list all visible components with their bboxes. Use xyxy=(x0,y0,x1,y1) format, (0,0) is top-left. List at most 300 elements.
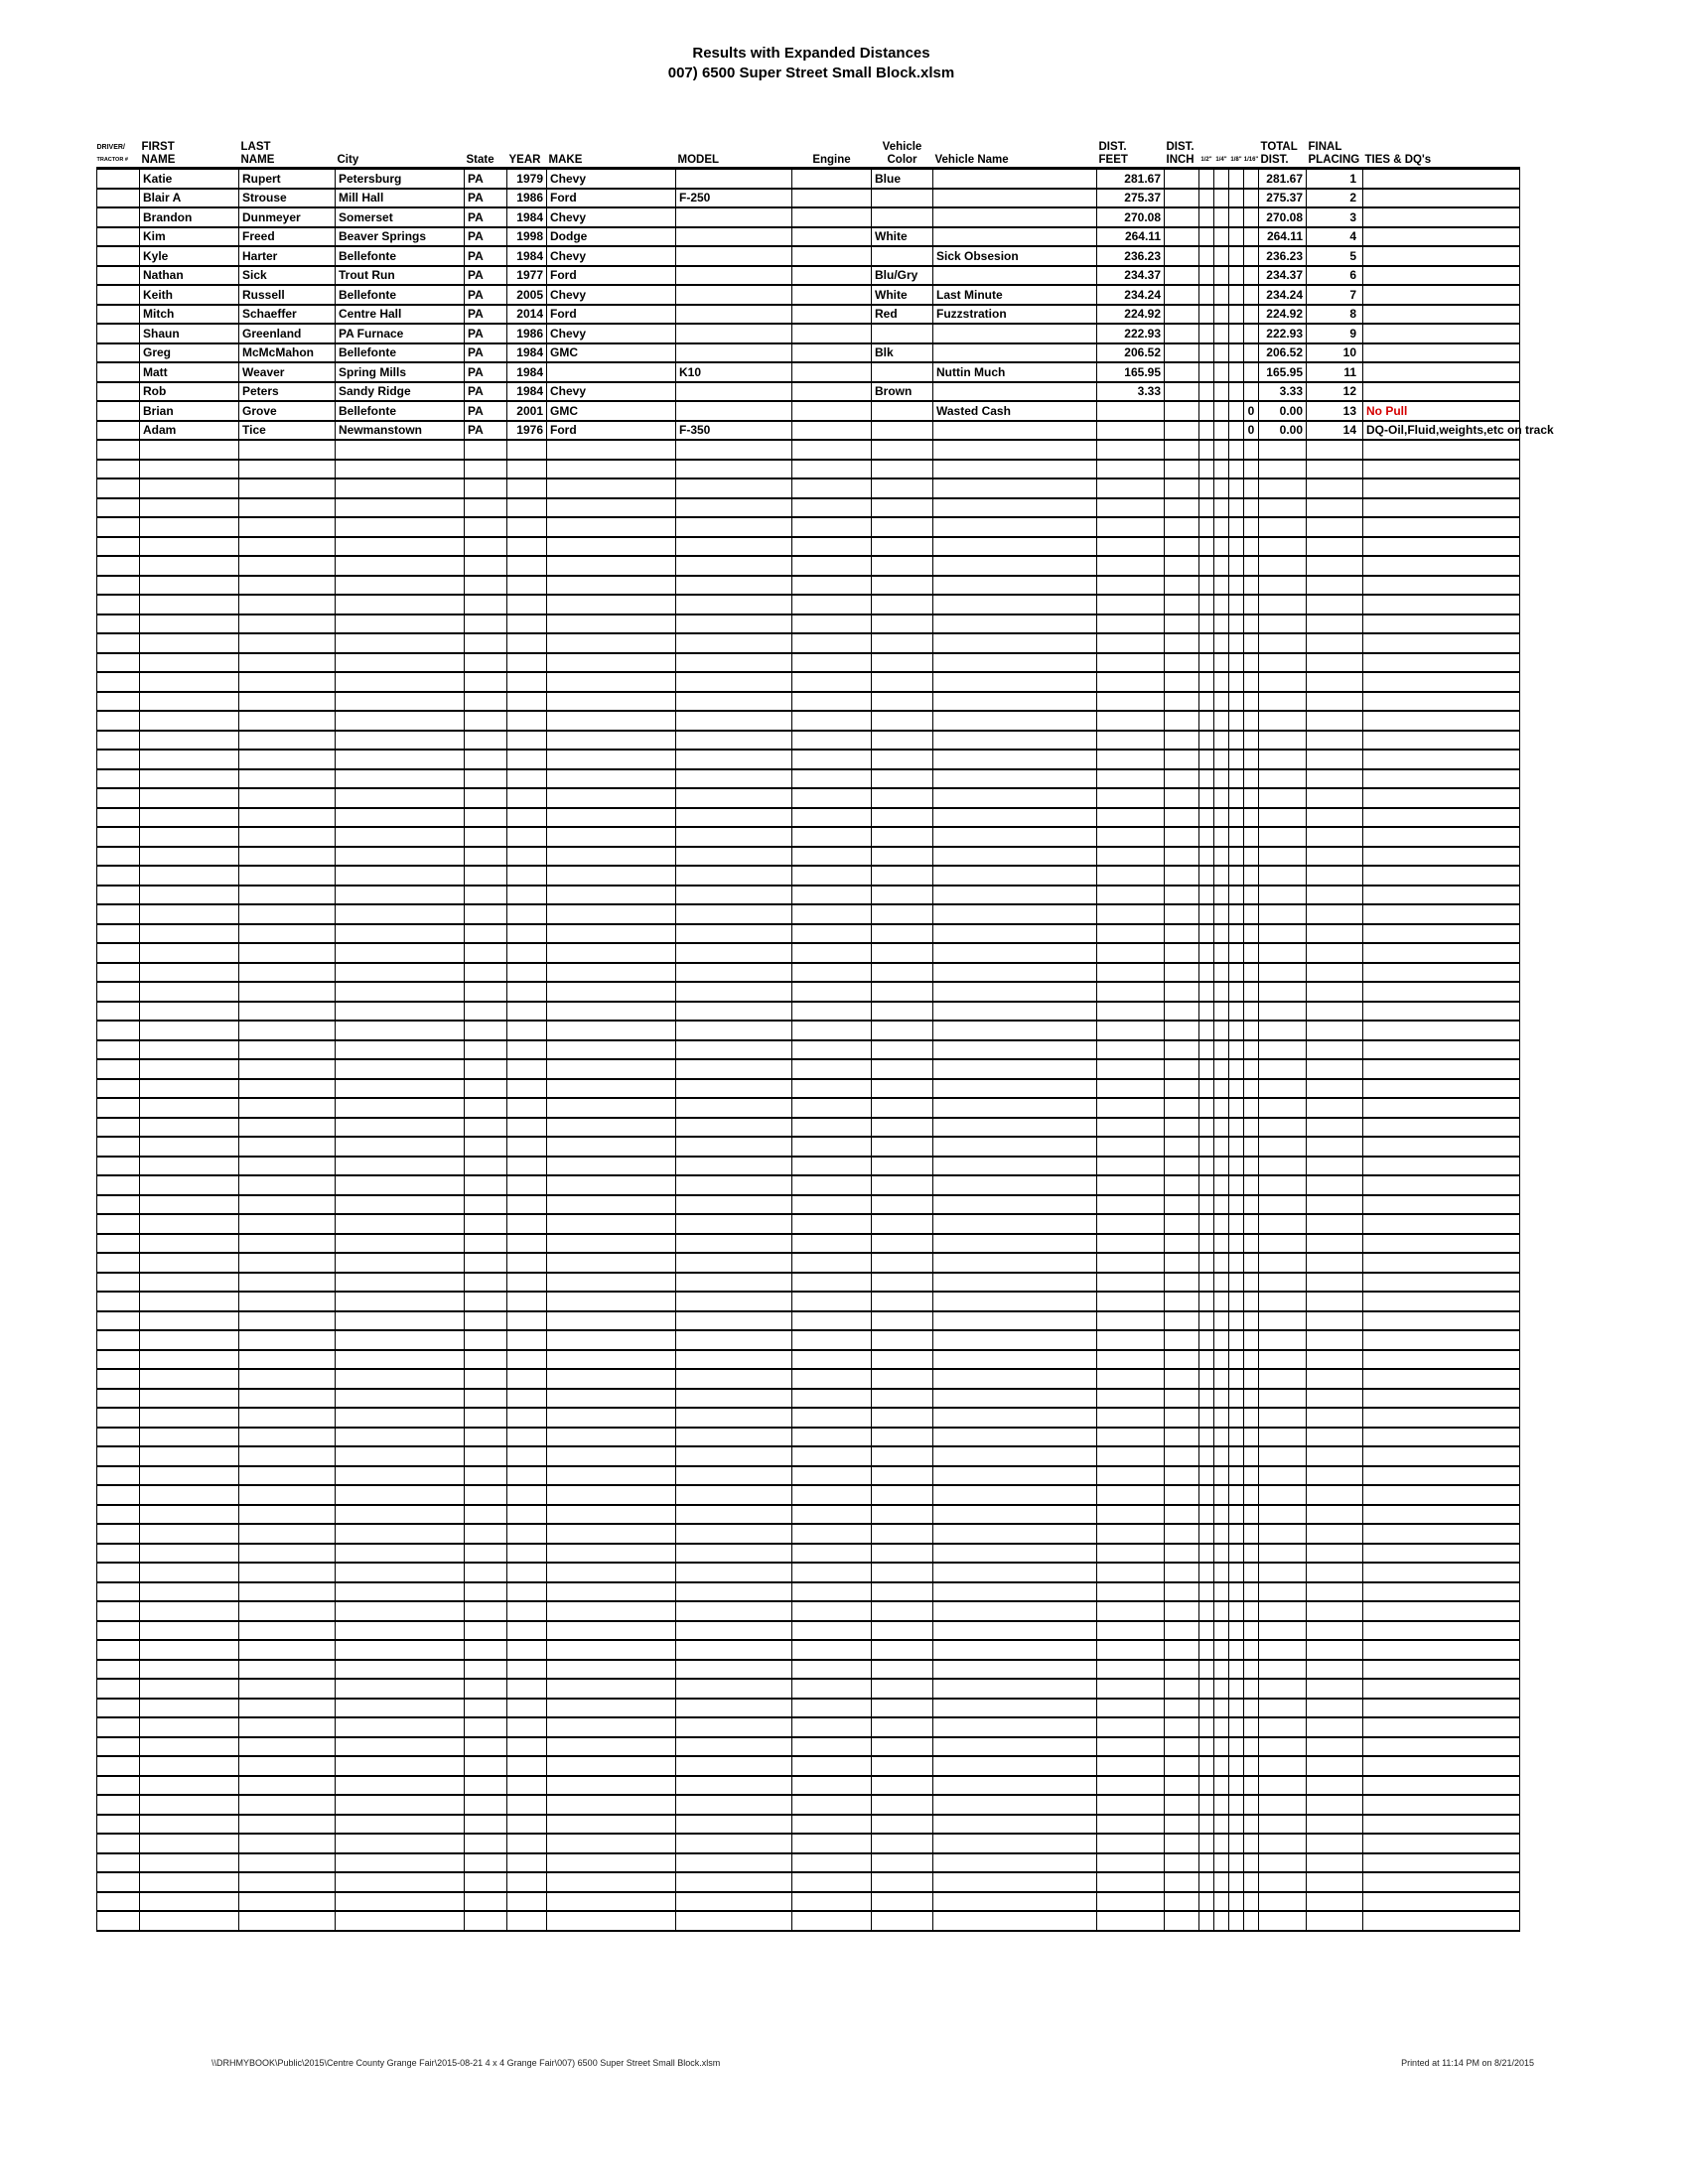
cell-city xyxy=(336,1253,465,1273)
cell-first xyxy=(140,750,239,769)
cell-state xyxy=(465,1234,507,1254)
cell-year xyxy=(507,924,547,944)
cell-dinch xyxy=(1165,692,1199,712)
cell-state xyxy=(465,440,507,460)
cell-first xyxy=(140,847,239,867)
cell-tractor xyxy=(97,343,140,363)
cell-last xyxy=(239,1872,336,1892)
cell-year xyxy=(507,595,547,614)
cell-total xyxy=(1259,1021,1307,1040)
cell-last xyxy=(239,711,336,731)
cell-tractor xyxy=(97,1737,140,1757)
cell-city xyxy=(336,1679,465,1699)
cell-year: 1984 xyxy=(507,362,547,382)
table-row xyxy=(97,285,1520,305)
cell-make: Chevy xyxy=(547,324,676,343)
cell-first xyxy=(140,1195,239,1215)
cell-color xyxy=(872,963,933,983)
cell-model xyxy=(676,1253,792,1273)
cell-f2 xyxy=(1199,1389,1214,1409)
cell-f8 xyxy=(1229,788,1244,808)
cell-total: 224.92 xyxy=(1259,305,1307,325)
cell-model xyxy=(676,924,792,944)
cell-make: Ford xyxy=(547,421,676,441)
cell-first xyxy=(140,1640,239,1660)
cell-placing xyxy=(1307,943,1363,963)
table-row-empty xyxy=(97,1621,1520,1641)
cell-engine xyxy=(792,1853,872,1873)
cell-f16 xyxy=(1244,285,1259,305)
cell-f4 xyxy=(1214,1834,1229,1853)
cell-f2 xyxy=(1199,517,1214,537)
table-row-empty xyxy=(97,1059,1520,1079)
cell-engine xyxy=(792,924,872,944)
cell-year xyxy=(507,904,547,924)
cell-make xyxy=(547,982,676,1002)
cell-ties xyxy=(1363,1679,1520,1699)
cell-engine xyxy=(792,847,872,867)
table-row-empty xyxy=(97,943,1520,963)
cell-first xyxy=(140,517,239,537)
cell-ties xyxy=(1363,305,1520,325)
cell-first xyxy=(140,1834,239,1853)
cell-engine xyxy=(792,207,872,227)
cell-last xyxy=(239,440,336,460)
cell-city xyxy=(336,633,465,653)
table-row-empty xyxy=(97,1389,1520,1409)
cell-f16 xyxy=(1244,1717,1259,1737)
cell-first xyxy=(140,1350,239,1370)
cell-state xyxy=(465,595,507,614)
cell-f2 xyxy=(1199,324,1214,343)
cell-placing xyxy=(1307,1776,1363,1796)
cell-vname xyxy=(933,266,1097,286)
cell-engine xyxy=(792,576,872,596)
cell-f4 xyxy=(1214,1815,1229,1835)
cell-f2 xyxy=(1199,478,1214,498)
cell-ties xyxy=(1363,595,1520,614)
cell-ties xyxy=(1363,614,1520,634)
cell-color xyxy=(872,1118,933,1138)
cell-make xyxy=(547,924,676,944)
cell-model xyxy=(676,246,792,266)
footer-printed-timestamp: Printed at 11:14 PM on 8/21/2015 xyxy=(1401,2058,1534,2068)
cell-make xyxy=(547,1679,676,1699)
cell-placing xyxy=(1307,1756,1363,1776)
cell-dinch xyxy=(1165,1640,1199,1660)
results-tbody xyxy=(97,169,1554,1931)
cell-f8 xyxy=(1229,1234,1244,1254)
cell-city: Centre Hall xyxy=(336,305,465,325)
cell-tractor xyxy=(97,943,140,963)
cell-color xyxy=(872,362,933,382)
cell-f4 xyxy=(1214,1369,1229,1389)
cell-f2 xyxy=(1199,1621,1214,1641)
cell-state: PA xyxy=(465,246,507,266)
cell-last xyxy=(239,1505,336,1525)
cell-dinch xyxy=(1165,1079,1199,1099)
cell-first xyxy=(140,1544,239,1564)
cell-last xyxy=(239,1640,336,1660)
cell-f16 xyxy=(1244,943,1259,963)
cell-year xyxy=(507,556,547,576)
cell-tractor xyxy=(97,440,140,460)
cell-ties xyxy=(1363,1369,1520,1389)
cell-last xyxy=(239,943,336,963)
cell-make: Ford xyxy=(547,189,676,208)
table-row-empty xyxy=(97,1737,1520,1757)
cell-f2 xyxy=(1199,1446,1214,1466)
header-driver-line2: TRACTOR # xyxy=(97,154,140,169)
cell-year xyxy=(507,1157,547,1176)
cell-f4 xyxy=(1214,362,1229,382)
cell-total: 206.52 xyxy=(1259,343,1307,363)
cell-ties xyxy=(1363,904,1520,924)
cell-dfeet xyxy=(1097,924,1165,944)
cell-vname xyxy=(933,1737,1097,1757)
cell-f4 xyxy=(1214,1021,1229,1040)
cell-last xyxy=(239,1621,336,1641)
cell-f16 xyxy=(1244,633,1259,653)
cell-model xyxy=(676,1175,792,1195)
table-row xyxy=(97,362,1520,382)
cell-last xyxy=(239,866,336,886)
table-row-empty xyxy=(97,478,1520,498)
cell-make xyxy=(547,1815,676,1835)
cell-f8 xyxy=(1229,324,1244,343)
cell-f4 xyxy=(1214,498,1229,518)
cell-year xyxy=(507,982,547,1002)
cell-dfeet: 165.95 xyxy=(1097,362,1165,382)
cell-tractor xyxy=(97,808,140,828)
cell-vname xyxy=(933,808,1097,828)
cell-dfeet xyxy=(1097,1815,1165,1835)
cell-model xyxy=(676,1021,792,1040)
cell-model xyxy=(676,1911,792,1931)
cell-f8 xyxy=(1229,189,1244,208)
cell-dinch xyxy=(1165,556,1199,576)
cell-ties xyxy=(1363,1466,1520,1486)
cell-f8 xyxy=(1229,1776,1244,1796)
cell-engine xyxy=(792,440,872,460)
cell-placing xyxy=(1307,537,1363,557)
cell-city xyxy=(336,1466,465,1486)
cell-f2 xyxy=(1199,1853,1214,1873)
cell-placing: 2 xyxy=(1307,189,1363,208)
cell-last xyxy=(239,963,336,983)
table-row xyxy=(97,169,1520,189)
cell-f16 xyxy=(1244,1175,1259,1195)
cell-placing xyxy=(1307,963,1363,983)
cell-f4 xyxy=(1214,1717,1229,1737)
cell-total xyxy=(1259,1892,1307,1912)
cell-last xyxy=(239,1717,336,1737)
cell-make xyxy=(547,537,676,557)
cell-f8 xyxy=(1229,750,1244,769)
cell-placing: 6 xyxy=(1307,266,1363,286)
cell-vname xyxy=(933,653,1097,673)
cell-dinch xyxy=(1165,827,1199,847)
cell-state xyxy=(465,924,507,944)
cell-dinch xyxy=(1165,614,1199,634)
cell-model xyxy=(676,1330,792,1350)
cell-city xyxy=(336,653,465,673)
cell-year xyxy=(507,1776,547,1796)
cell-f4 xyxy=(1214,1621,1229,1641)
cell-f8 xyxy=(1229,1369,1244,1389)
cell-f4 xyxy=(1214,382,1229,402)
cell-make xyxy=(547,1505,676,1525)
cell-state xyxy=(465,943,507,963)
cell-year xyxy=(507,750,547,769)
cell-vname xyxy=(933,189,1097,208)
cell-dfeet xyxy=(1097,1292,1165,1311)
cell-f4 xyxy=(1214,1601,1229,1621)
cell-f8 xyxy=(1229,1524,1244,1544)
cell-model xyxy=(676,1157,792,1176)
cell-total xyxy=(1259,1640,1307,1660)
header-city-spacer xyxy=(336,141,465,154)
table-row-empty xyxy=(97,614,1520,634)
cell-vname xyxy=(933,847,1097,867)
cell-year: 1986 xyxy=(507,324,547,343)
cell-f8 xyxy=(1229,1021,1244,1040)
cell-engine xyxy=(792,1737,872,1757)
cell-f16 xyxy=(1244,1660,1259,1680)
cell-f8 xyxy=(1229,421,1244,441)
cell-last xyxy=(239,576,336,596)
cell-f2 xyxy=(1199,1756,1214,1776)
cell-f8 xyxy=(1229,1098,1244,1118)
cell-f8 xyxy=(1229,1350,1244,1370)
cell-year xyxy=(507,1040,547,1060)
cell-year xyxy=(507,1350,547,1370)
cell-model xyxy=(676,1776,792,1796)
header-frac-half: 1/2" xyxy=(1199,154,1214,169)
cell-engine xyxy=(792,1040,872,1060)
cell-placing xyxy=(1307,1059,1363,1079)
cell-engine xyxy=(792,266,872,286)
cell-model xyxy=(676,1563,792,1582)
cell-model xyxy=(676,788,792,808)
cell-last xyxy=(239,847,336,867)
cell-placing xyxy=(1307,1717,1363,1737)
cell-city xyxy=(336,1582,465,1602)
cell-total xyxy=(1259,731,1307,751)
cell-ties xyxy=(1363,1002,1520,1022)
cell-tractor xyxy=(97,692,140,712)
cell-first xyxy=(140,1911,239,1931)
cell-ties xyxy=(1363,1214,1520,1234)
cell-last xyxy=(239,1524,336,1544)
cell-year xyxy=(507,614,547,634)
cell-ties xyxy=(1363,169,1520,189)
header-city: City xyxy=(336,154,465,169)
cell-tractor xyxy=(97,1505,140,1525)
cell-make xyxy=(547,1524,676,1544)
cell-dinch xyxy=(1165,1002,1199,1022)
cell-vname xyxy=(933,1699,1097,1718)
cell-dinch xyxy=(1165,1524,1199,1544)
cell-dfeet xyxy=(1097,1389,1165,1409)
cell-total: 270.08 xyxy=(1259,207,1307,227)
cell-model xyxy=(676,1582,792,1602)
cell-engine xyxy=(792,1157,872,1176)
cell-f2 xyxy=(1199,1157,1214,1176)
cell-placing xyxy=(1307,1273,1363,1293)
cell-f8 xyxy=(1229,886,1244,905)
cell-f4 xyxy=(1214,478,1229,498)
cell-first xyxy=(140,1079,239,1099)
cell-f2 xyxy=(1199,1002,1214,1022)
cell-model xyxy=(676,478,792,498)
cell-engine xyxy=(792,614,872,634)
cell-make xyxy=(547,788,676,808)
cell-f4 xyxy=(1214,1795,1229,1815)
cell-first xyxy=(140,1466,239,1486)
cell-first xyxy=(140,1524,239,1544)
cell-engine xyxy=(792,1214,872,1234)
cell-color xyxy=(872,750,933,769)
cell-f16: 0 xyxy=(1244,401,1259,421)
cell-state: PA xyxy=(465,421,507,441)
cell-year xyxy=(507,1175,547,1195)
cell-dinch xyxy=(1165,1195,1199,1215)
cell-total xyxy=(1259,478,1307,498)
cell-make xyxy=(547,1601,676,1621)
cell-f16 xyxy=(1244,1253,1259,1273)
cell-vname: Fuzzstration xyxy=(933,305,1097,325)
cell-year xyxy=(507,1621,547,1641)
cell-city: Newmanstown xyxy=(336,421,465,441)
cell-f2 xyxy=(1199,769,1214,789)
cell-city: PA Furnace xyxy=(336,324,465,343)
cell-f2 xyxy=(1199,1795,1214,1815)
cell-dfeet xyxy=(1097,1717,1165,1737)
cell-state: PA xyxy=(465,362,507,382)
cell-make: GMC xyxy=(547,343,676,363)
cell-year xyxy=(507,440,547,460)
cell-make: Ford xyxy=(547,266,676,286)
cell-ties xyxy=(1363,1350,1520,1370)
cell-dfeet xyxy=(1097,1679,1165,1699)
cell-dfeet xyxy=(1097,963,1165,983)
cell-city xyxy=(336,1021,465,1040)
cell-color xyxy=(872,1660,933,1680)
table-row-empty xyxy=(97,1834,1520,1853)
cell-placing xyxy=(1307,1815,1363,1835)
cell-placing xyxy=(1307,1040,1363,1060)
cell-f4 xyxy=(1214,614,1229,634)
cell-engine xyxy=(792,1195,872,1215)
cell-vname xyxy=(933,517,1097,537)
cell-tractor xyxy=(97,1292,140,1311)
cell-dinch xyxy=(1165,924,1199,944)
cell-model xyxy=(676,1273,792,1293)
cell-color xyxy=(872,711,933,731)
cell-last: Rupert xyxy=(239,169,336,189)
cell-ties xyxy=(1363,1640,1520,1660)
cell-engine xyxy=(792,227,872,247)
cell-tractor xyxy=(97,1175,140,1195)
cell-make xyxy=(547,1544,676,1564)
table-row-empty xyxy=(97,692,1520,712)
cell-first xyxy=(140,982,239,1002)
cell-engine xyxy=(792,1330,872,1350)
cell-dfeet xyxy=(1097,460,1165,479)
cell-f16 xyxy=(1244,1311,1259,1331)
cell-vname xyxy=(933,1040,1097,1060)
cell-dinch xyxy=(1165,246,1199,266)
cell-state xyxy=(465,1911,507,1931)
cell-year xyxy=(507,1795,547,1815)
cell-first xyxy=(140,1853,239,1873)
cell-ties xyxy=(1363,1234,1520,1254)
cell-f16 xyxy=(1244,517,1259,537)
cell-f16 xyxy=(1244,1350,1259,1370)
cell-model xyxy=(676,1892,792,1912)
cell-make xyxy=(547,1137,676,1157)
table-row-empty xyxy=(97,1466,1520,1486)
cell-total xyxy=(1259,1621,1307,1641)
cell-first: Kim xyxy=(140,227,239,247)
header-frac-spacer-4 xyxy=(1244,141,1259,154)
cell-model: F-250 xyxy=(676,189,792,208)
cell-f16 xyxy=(1244,847,1259,867)
cell-city xyxy=(336,1699,465,1718)
cell-year xyxy=(507,672,547,692)
cell-year xyxy=(507,576,547,596)
cell-last xyxy=(239,460,336,479)
cell-f2 xyxy=(1199,1872,1214,1892)
cell-color xyxy=(872,537,933,557)
cell-vname xyxy=(933,866,1097,886)
cell-f8 xyxy=(1229,1737,1244,1757)
cell-dinch xyxy=(1165,1872,1199,1892)
cell-f2 xyxy=(1199,1815,1214,1835)
cell-f4 xyxy=(1214,1292,1229,1311)
cell-vname xyxy=(933,904,1097,924)
cell-vname xyxy=(933,1679,1097,1699)
cell-color xyxy=(872,1815,933,1835)
cell-tractor xyxy=(97,1002,140,1022)
table-row-empty xyxy=(97,711,1520,731)
cell-f8 xyxy=(1229,1911,1244,1931)
cell-f4 xyxy=(1214,1911,1229,1931)
cell-state xyxy=(465,1428,507,1447)
cell-f8 xyxy=(1229,1292,1244,1311)
cell-model xyxy=(676,1002,792,1022)
cell-engine xyxy=(792,1563,872,1582)
cell-make xyxy=(547,1428,676,1447)
cell-engine xyxy=(792,1621,872,1641)
cell-color xyxy=(872,1273,933,1293)
cell-last xyxy=(239,1795,336,1815)
cell-last xyxy=(239,1021,336,1040)
cell-color xyxy=(872,943,933,963)
table-row-empty xyxy=(97,1079,1520,1099)
cell-placing xyxy=(1307,1214,1363,1234)
cell-f8 xyxy=(1229,1679,1244,1699)
cell-ties xyxy=(1363,1311,1520,1331)
cell-first xyxy=(140,1872,239,1892)
cell-ties xyxy=(1363,711,1520,731)
cell-placing xyxy=(1307,1021,1363,1040)
cell-color xyxy=(872,886,933,905)
cell-dfeet xyxy=(1097,1098,1165,1118)
cell-f8 xyxy=(1229,1157,1244,1176)
cell-placing xyxy=(1307,1911,1363,1931)
